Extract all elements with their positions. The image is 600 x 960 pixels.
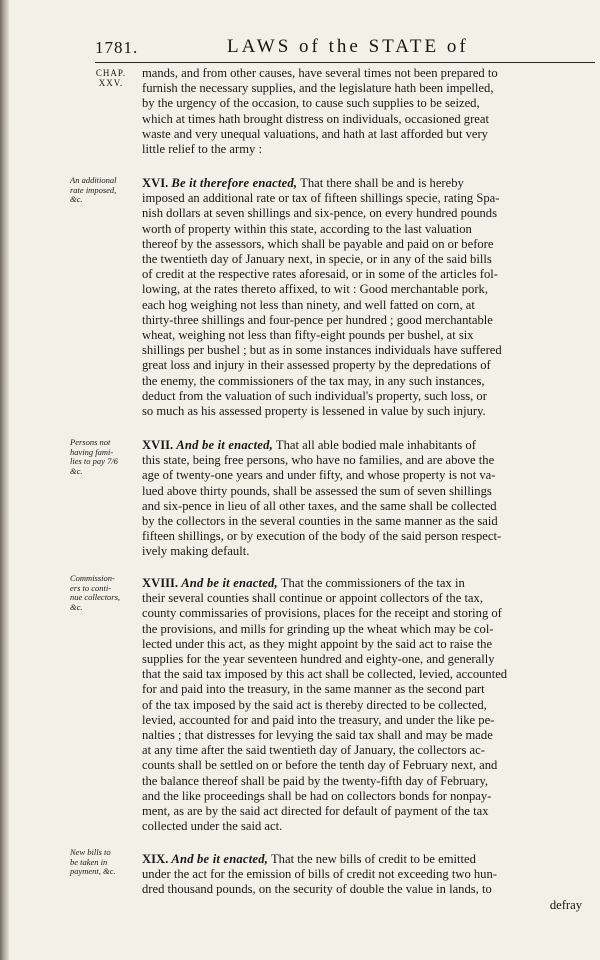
page-binding-edge: [0, 0, 9, 960]
text-line: lected under this act, as they might appoint by the said act to raise the: [142, 636, 493, 651]
text-line: that the said tax imposed by this act shall be collected, levied, accounted: [142, 667, 508, 682]
text-line: and the like proceedings shall be had on collectors bonds for nonpay-: [142, 788, 492, 803]
section-xvi: [142, 176, 582, 419]
section-xviii: [142, 576, 582, 834]
chapter-label-number: XXV.: [98, 78, 124, 88]
margin-note-line: lies to pay 7/6: [70, 456, 118, 466]
enacting-formula: And be it enacted,: [181, 576, 278, 590]
section-first-line: [142, 176, 582, 191]
text-line: great loss and injury in their assessed property by the depredations of: [142, 358, 491, 373]
text-line: the provisions, and mills for grinding up the wheat which may be col-: [142, 621, 494, 636]
margin-note-new-bills: [70, 848, 132, 877]
section-first-line: [142, 438, 582, 453]
text-line: supplies for the year seventeen hundred and eighty-one, and generally: [142, 652, 495, 667]
text-line: little relief to the army :: [142, 142, 262, 157]
margin-note-line: &c.: [70, 465, 83, 476]
enacting-formula: And be it enacted,: [176, 438, 273, 452]
text-line: collected under the said act.: [142, 819, 283, 834]
margin-note-line: nue collectors,: [70, 592, 121, 602]
catchword: defray: [549, 897, 582, 912]
text-line: the enemy, the commissioners of the tax may, in any such instances,: [142, 373, 485, 388]
margin-note-additional-rate: [70, 176, 132, 205]
text-line: the twentieth day of January next, in specie, or in any of the said bills: [142, 252, 492, 267]
section-first-line: [142, 852, 582, 867]
text-line: of the tax imposed by the said act is thereby directed to be collected,: [142, 697, 487, 712]
text-line: each hog weighing not less than ninety, and well fatted on corn, at: [142, 297, 475, 312]
text-line: ively making default.: [142, 544, 250, 559]
section-number: XVII.: [142, 438, 174, 452]
page-year: 1781.: [95, 38, 139, 57]
text-line: ment, as are by the said act directed for default of payment of the tax: [142, 804, 489, 819]
text-line: levied, accounted for and paid into the treasury, and under the like pe-: [142, 712, 495, 727]
running-header: [95, 36, 595, 62]
text-line: their several counties shall continue or appoint collectors of the tax,: [142, 591, 483, 606]
chapter-label-word: CHAP.: [95, 68, 127, 78]
text-line: thirty-three shillings and four-pence per hundred ; good merchantable: [142, 312, 493, 327]
text-line: this state, being free persons, who have no families, and are above the: [142, 453, 495, 468]
text-line: counts shall be settled on or before the tenth day of February next, and: [142, 758, 498, 773]
text-line: furnish the necessary supplies, and the legislature hath been impelled,: [142, 81, 494, 96]
text-line: thereof by the assessors, which shall be payable and paid on or before: [142, 236, 494, 251]
chapter-label: [86, 68, 136, 88]
text-line: which at times hath brought distress on individuals, occasioned great: [142, 111, 489, 126]
section-opening-text: That all able bodied male inhabitants of: [272, 438, 476, 452]
text-line: lowing, at the rates thereto affixed, to wit : Good merchantable pork,: [142, 282, 488, 297]
intro-paragraph: [142, 66, 582, 157]
margin-note-line: ers to conti-: [70, 582, 112, 593]
text-line: nish dollars at seven shillings and six-pence, on every hundred pounds: [142, 206, 498, 221]
text-line: worth of property within this state, according to the last valuation: [142, 221, 472, 236]
margin-note-line: Commission-: [70, 573, 115, 583]
text-line: under the act for the emission of bills of credit not exceeding two hun-: [142, 867, 497, 882]
text-line: waste and very unequal valuations, and hath at last afforded but very: [142, 126, 488, 141]
margin-note-line: An additional: [70, 175, 117, 185]
text-line: dred thousand pounds, on the security of double the value in lands, to: [142, 882, 492, 897]
text-line: lued above thirty pounds, shall be assessed the sum of seven shillings: [142, 483, 492, 498]
text-line: mands, and from other causes, have several times not been prepared to: [142, 66, 498, 80]
header-rule: [95, 62, 595, 63]
text-line: age of twenty-one years and under fifty, and whose property is not va-: [142, 468, 496, 483]
text-line: of credit at the respective rates aforesaid, or in some of the articles fol-: [142, 267, 498, 282]
enacting-formula: Be it therefore enacted,: [171, 176, 298, 190]
margin-note-line: having fami-: [70, 446, 114, 457]
margin-note-line: &c.: [70, 194, 83, 204]
margin-note-line: rate imposed,: [70, 184, 117, 195]
section-opening-text: That the commissioners of the tax in: [277, 576, 465, 590]
text-line: shillings per bushel ; but as in some instances individuals have suffered: [142, 343, 502, 358]
section-number: XVI.: [142, 176, 169, 190]
section-xvii: [142, 438, 582, 560]
margin-note-line: Persons not: [70, 437, 111, 447]
text-line: imposed an additional rate or tax of fifteen shillings specie, rating Spa-: [142, 191, 500, 206]
text-line: fifteen shillings, or by execution of the body of the said person respect-: [142, 529, 502, 544]
running-title: LAWS of the STATE of: [227, 36, 469, 57]
margin-note-line: &c.: [70, 601, 83, 612]
text-line: for and paid into the treasury, in the same manner as the second part: [142, 682, 485, 697]
section-number: XVIII.: [142, 576, 179, 590]
margin-note-line: payment, &c.: [70, 866, 116, 876]
margin-note-line: New bills to: [70, 847, 111, 857]
text-line: by the collectors in the several counties in the same manner as the said: [142, 514, 498, 529]
section-first-line: [142, 576, 582, 591]
text-line: so much as his assessed property is lessened in value by such injury.: [142, 404, 486, 419]
text-line: at any time after the said twentieth day of January, the collectors ac-: [142, 743, 485, 758]
enacting-formula: And be it enacted,: [171, 852, 269, 866]
section-opening-text: That there shall be and is hereby: [297, 176, 464, 190]
text-line: county commissaries of provisions, places for the receipt and storing of: [142, 606, 502, 621]
section-number: XIX.: [142, 852, 169, 866]
section-xix: [142, 852, 582, 913]
margin-note-line: be taken in: [70, 856, 108, 867]
section-opening-text: That the new bills of credit to be emitted: [268, 852, 476, 866]
text-line: deduct from the valuation of such individual's property, such loss, or: [142, 388, 487, 403]
text-line: by the urgency of the occasion, to cause such supplies to be seized,: [142, 96, 480, 111]
text-line: wheat, weighing not less than fifty-eight pounds per bushel, at six: [142, 328, 474, 343]
text-line: and six-pence in lieu of all other taxes, and the same shall be collected: [142, 498, 497, 513]
text-line: nalties ; that distresses for levying the said tax shall and may be made: [142, 728, 493, 743]
margin-note-commissioners: [70, 574, 132, 612]
text-line: the balance thereof shall be paid by the twenty-fifth day of February,: [142, 773, 489, 788]
margin-note-persons-no-families: [70, 438, 132, 476]
